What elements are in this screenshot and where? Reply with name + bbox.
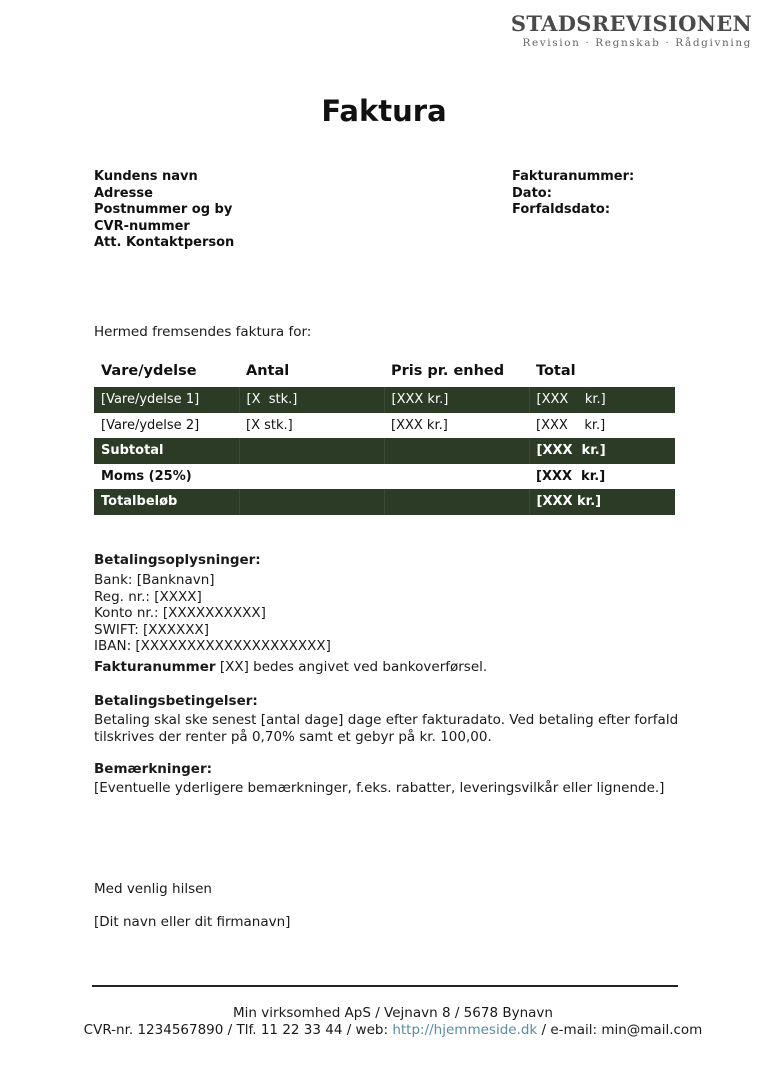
swift-code: SWIFT: [XXXXXX]: [94, 621, 210, 638]
iban: IBAN: [XXXXXXXXXXXXXXXXXXXX]: [94, 638, 331, 654]
footer: [0, 1005, 768, 1038]
payment-terms-title: Betalingsbetingelser:: [94, 693, 258, 709]
footer-address: Min virksomhed ApS / Vejnavn 8 / 5678 Bynavn: [233, 1005, 553, 1021]
payment-terms-line-1: Betaling skal ske senest [antal dage] dage efter fakturadato. Ved betaling efter forfald: [94, 712, 679, 728]
invoice-meta: [512, 169, 634, 219]
invoice-number-label: Fakturanummer:: [512, 169, 635, 184]
table-cell: [XXX kr.]: [529, 387, 675, 413]
table-cell: [X stk.]: [239, 413, 384, 439]
payment-reference-bold: Fakturanummer: [94, 658, 216, 675]
column-header-item: Vare/ydelse: [101, 362, 197, 379]
payment-terms-section: [94, 692, 678, 745]
table-cell: [X stk.]: [239, 387, 384, 413]
customer-block: [94, 169, 234, 252]
logo-tagline: Revision · Regnskab · Rådgivning: [522, 37, 752, 49]
company-logo: [511, 12, 752, 50]
table-cell: [384, 438, 529, 464]
table-cell: [XXX kr.]: [384, 387, 529, 413]
column-header-total: Total: [536, 362, 576, 379]
items-table: [94, 354, 675, 515]
table-cell: Subtotal: [94, 438, 239, 464]
customer-cvr: CVR-nummer: [94, 218, 190, 234]
page-title: Faktura: [321, 94, 447, 128]
footer-cvr-phone: CVR-nr. 1234567890 / Tlf. 11 22 33 44 / web:: [83, 1021, 393, 1038]
bank-name: Bank: [Banknavn]: [94, 572, 215, 588]
remarks-title: Bemærkninger:: [94, 761, 213, 777]
logo-name: STADSREVISIONEN: [510, 11, 752, 36]
signature-placeholder: [Dit navn eller dit firmanavn]: [94, 914, 291, 930]
invoice-date-label: Dato:: [512, 185, 552, 201]
payment-info-title: Betalingsoplysninger:: [94, 552, 261, 568]
table-row-subtotal: [94, 438, 675, 464]
customer-contact: Att. Kontaktperson: [94, 235, 235, 250]
table-row-item-2: [94, 413, 675, 439]
payment-terms-line-2: tilskrives der renter på 0,70% samt et gebyr på kr. 100,00.: [94, 728, 492, 745]
column-header-unit-price: Pris pr. enhed: [391, 362, 505, 379]
footer-website-link[interactable]: http://hjemmeside.dk: [392, 1021, 538, 1038]
closing-greeting: Med venlig hilsen: [94, 881, 212, 897]
reg-number: Reg. nr.: [XXXX]: [94, 588, 202, 605]
intro-text: Hermed fremsendes faktura for:: [94, 324, 312, 340]
customer-postal: Postnummer og by: [94, 202, 233, 217]
account-number: Konto nr.: [XXXXXXXXXX]: [94, 605, 266, 621]
table-cell: [239, 438, 384, 464]
table-cell: [XXX kr.]: [384, 413, 529, 439]
table-cell: Moms (25%): [94, 464, 239, 490]
payment-reference: [94, 659, 487, 676]
table-row-item-1: [94, 387, 675, 413]
table-cell: [Vare/ydelse 1]: [94, 387, 239, 413]
invoice-due-label: Forfaldsdato:: [512, 202, 611, 217]
footer-email-label: / e-mail:: [537, 1021, 602, 1038]
table-row-vat: [94, 464, 675, 490]
payment-reference-text: [XX] bedes angivet ved bankoverførsel.: [215, 658, 488, 675]
remarks-section: [94, 760, 664, 797]
table-cell: [XXX kr.]: [529, 413, 675, 439]
column-header-quantity: Antal: [246, 362, 290, 379]
table-cell: [Vare/ydelse 2]: [94, 413, 239, 439]
table-cell: [384, 489, 529, 515]
table-cell: Totalbeløb: [94, 489, 239, 515]
payment-info-section: [94, 551, 487, 675]
table-cell: [384, 464, 529, 490]
table-row-total: [94, 489, 675, 515]
customer-name: Kundens navn: [94, 169, 198, 184]
table-cell: [XXX kr.]: [529, 464, 675, 490]
footer-email: min@mail.com: [601, 1021, 703, 1038]
footer-divider: [92, 985, 678, 987]
customer-address: Adresse: [94, 185, 153, 201]
table-header-row: [94, 354, 675, 387]
table-cell: [XXX kr.]: [529, 438, 675, 464]
remarks-text: [Eventuelle yderligere bemærkninger, f.eks. rabatter, leveringsvilkår eller lignende.]: [94, 780, 665, 796]
footer-contact-line: [0, 1022, 768, 1039]
table-cell: [239, 489, 384, 515]
table-cell: [XXX kr.]: [529, 489, 675, 515]
table-cell: [239, 464, 384, 490]
